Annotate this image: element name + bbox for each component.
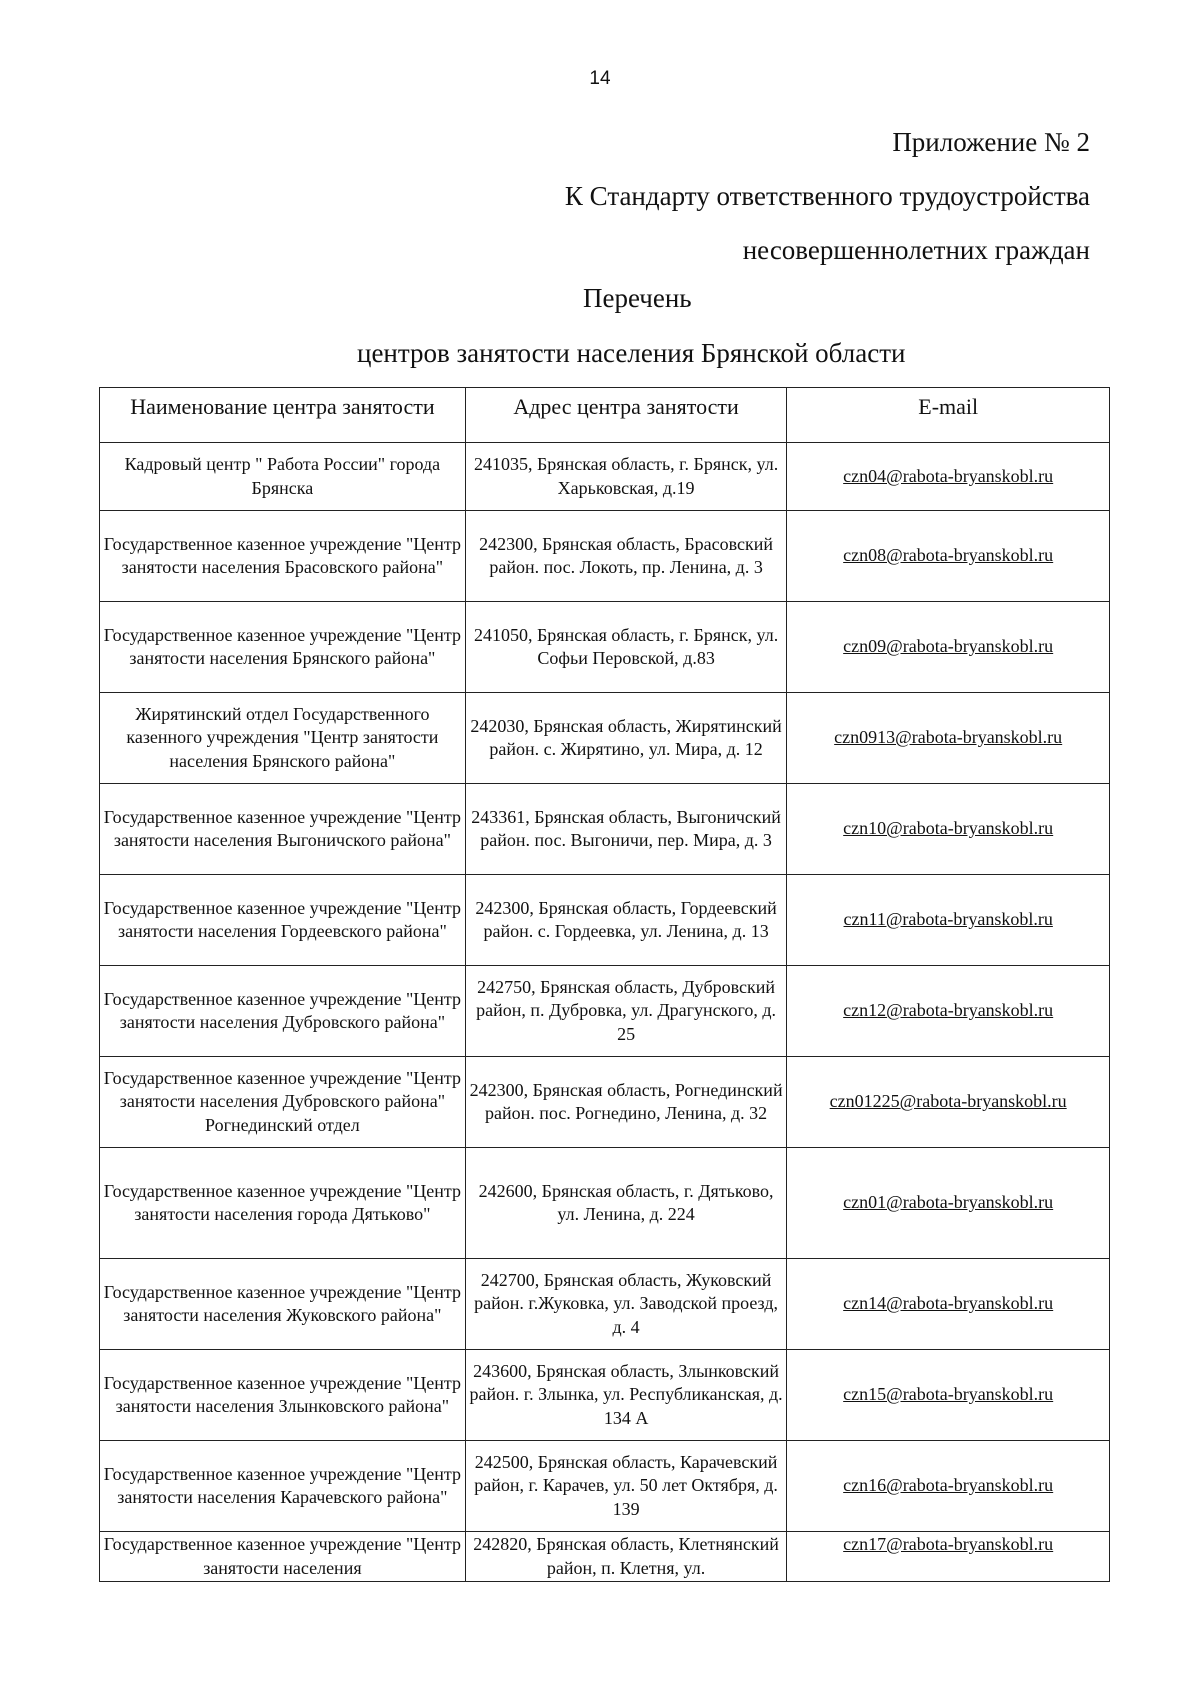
- document-subtitle: центров занятости населения Брянской области: [357, 338, 906, 368]
- column-header-email: E-mail: [787, 388, 1110, 443]
- center-address-cell: 242600, Брянская область, г. Дятьково, ул. Ленина, д. 224: [465, 1148, 787, 1259]
- center-name-cell: Государственное казенное учреждение "Центр занятости населения Гордеевского района": [100, 875, 466, 966]
- center-name-cell: Государственное казенное учреждение "Центр занятости населения Выгоничского района": [100, 784, 466, 875]
- table-row: [100, 966, 1110, 1057]
- table-row: [100, 784, 1110, 875]
- table-header-row: [100, 388, 1110, 443]
- table-row: [100, 443, 1110, 511]
- table-row: [100, 511, 1110, 602]
- center-address-cell: 242030, Брянская область, Жирятинский район. с. Жирятино, ул. Мира, д. 12: [465, 693, 787, 784]
- center-email-link[interactable]: czn10@rabota-bryanskobl.ru: [787, 784, 1110, 875]
- center-address-cell: 241035, Брянская область, г. Брянск, ул. Харьковская, д.19: [465, 443, 787, 511]
- table-row: [100, 1057, 1110, 1148]
- table-row: [100, 1148, 1110, 1259]
- table-row: [100, 1350, 1110, 1441]
- center-email-link[interactable]: czn15@rabota-bryanskobl.ru: [787, 1350, 1110, 1441]
- appendix-target-line: несовершеннолетних граждан: [742, 235, 1090, 265]
- table-row: [100, 1532, 1110, 1582]
- table-row: [100, 602, 1110, 693]
- center-name-cell: Жирятинский отдел Государственного казенного учреждения "Центр занятости населения Брянского района": [100, 693, 466, 784]
- center-email-link[interactable]: czn09@rabota-bryanskobl.ru: [787, 602, 1110, 693]
- table-row: [100, 1441, 1110, 1532]
- page-number: 14: [589, 68, 611, 89]
- center-name-cell: Государственное казенное учреждение "Центр занятости населения Дубровского района" Рогнединский отдел: [100, 1057, 466, 1148]
- center-address-cell: 242750, Брянская область, Дубровский район, п. Дубровка, ул. Драгунского, д. 25: [465, 966, 787, 1057]
- center-address-cell: 242820, Брянская область, Клетнянский район, п. Клетня, ул.: [465, 1532, 787, 1582]
- employment-centers-table: [99, 387, 1110, 1582]
- center-email-link[interactable]: czn14@rabota-bryanskobl.ru: [787, 1259, 1110, 1350]
- column-header-address: Адрес центра занятости: [465, 388, 787, 443]
- document-title: Перечень: [583, 283, 692, 313]
- center-address-cell: 242300, Брянская область, Брасовский район. пос. Локоть, пр. Ленина, д. 3: [465, 511, 787, 602]
- table-row: [100, 875, 1110, 966]
- center-name-cell: Государственное казенное учреждение "Центр занятости населения Карачевского района": [100, 1441, 466, 1532]
- table-row: [100, 1259, 1110, 1350]
- center-name-cell: Государственное казенное учреждение "Центр занятости населения Дубровского района": [100, 966, 466, 1057]
- center-email-link[interactable]: czn17@rabota-bryanskobl.ru: [787, 1532, 1110, 1582]
- center-address-cell: 242300, Брянская область, Гордеевский район. с. Гордеевка, ул. Ленина, д. 13: [465, 875, 787, 966]
- center-email-link[interactable]: czn08@rabota-bryanskobl.ru: [787, 511, 1110, 602]
- center-email-link[interactable]: czn0913@rabota-bryanskobl.ru: [787, 693, 1110, 784]
- center-name-cell: Государственное казенное учреждение "Центр занятости населения Брасовского района": [100, 511, 466, 602]
- center-address-cell: 242700, Брянская область, Жуковский район. г.Жуковка, ул. Заводской проезд, д. 4: [465, 1259, 787, 1350]
- center-address-cell: 242300, Брянская область, Рогнединский район. пос. Рогнедино, Ленина, д. 32: [465, 1057, 787, 1148]
- center-email-link[interactable]: czn04@rabota-bryanskobl.ru: [787, 443, 1110, 511]
- center-email-link[interactable]: czn12@rabota-bryanskobl.ru: [787, 966, 1110, 1057]
- center-name-cell: Государственное казенное учреждение "Центр занятости населения Злынковского района": [100, 1350, 466, 1441]
- appendix-standard-line: К Стандарту ответственного трудоустройства: [564, 181, 1090, 211]
- column-header-name: Наименование центра занятости: [100, 388, 466, 443]
- center-address-cell: 243600, Брянская область, Злынковский район. г. Злынка, ул. Республиканская, д. 134 А: [465, 1350, 787, 1441]
- center-name-cell: Государственное казенное учреждение "Центр занятости населения: [100, 1532, 466, 1582]
- center-name-cell: Кадровый центр " Работа России" города Брянска: [100, 443, 466, 511]
- center-address-cell: 241050, Брянская область, г. Брянск, ул. Софьи Перовской, д.83: [465, 602, 787, 693]
- center-email-link[interactable]: czn16@rabota-bryanskobl.ru: [787, 1441, 1110, 1532]
- center-email-link[interactable]: czn01225@rabota-bryanskobl.ru: [787, 1057, 1110, 1148]
- center-address-cell: 243361, Брянская область, Выгоничский район. пос. Выгоничи, пер. Мира, д. 3: [465, 784, 787, 875]
- center-email-link[interactable]: czn01@rabota-bryanskobl.ru: [787, 1148, 1110, 1259]
- center-name-cell: Государственное казенное учреждение "Центр занятости населения Брянского района": [100, 602, 466, 693]
- center-name-cell: Государственное казенное учреждение "Центр занятости населения Жуковского района": [100, 1259, 466, 1350]
- center-email-link[interactable]: czn11@rabota-bryanskobl.ru: [787, 875, 1110, 966]
- center-address-cell: 242500, Брянская область, Карачевский район, г. Карачев, ул. 50 лет Октября, д. 139: [465, 1441, 787, 1532]
- center-name-cell: Государственное казенное учреждение "Центр занятости населения города Дятьково": [100, 1148, 466, 1259]
- appendix-label: Приложение № 2: [892, 127, 1090, 157]
- table-row: [100, 693, 1110, 784]
